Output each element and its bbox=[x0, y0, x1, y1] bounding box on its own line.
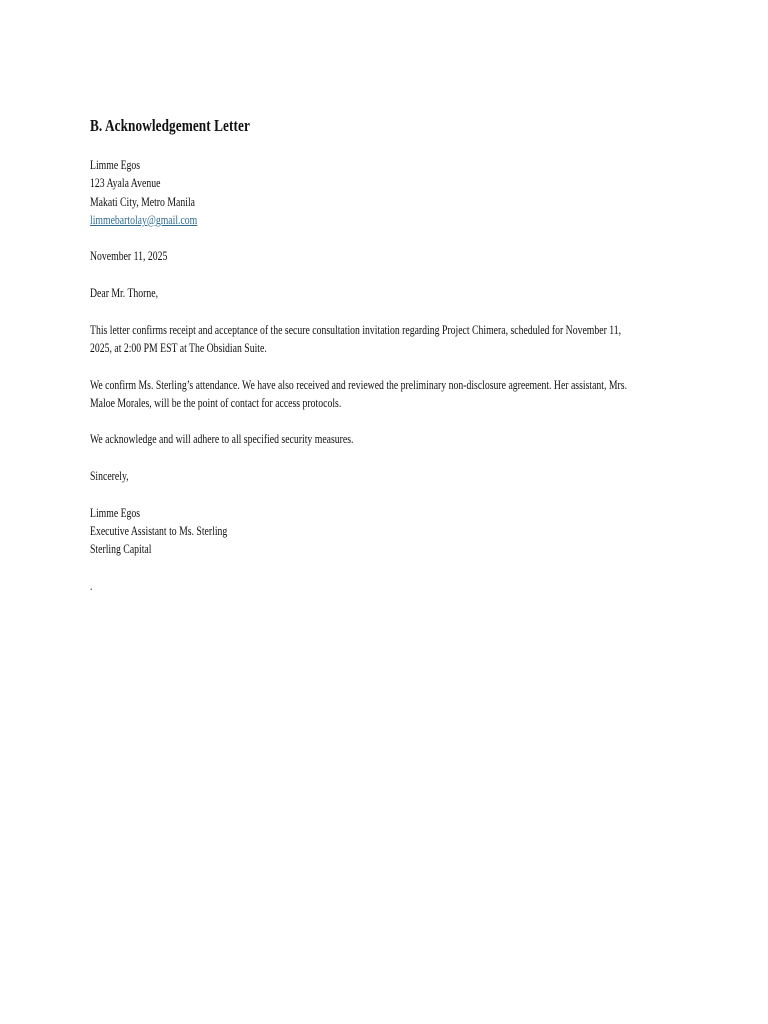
letter-date: November 11, 2025 bbox=[90, 249, 168, 264]
signature-name: Limme Egos bbox=[90, 505, 141, 520]
paragraph-confirmation bbox=[90, 321, 680, 358]
sender-city: Makati City, Metro Manila bbox=[90, 194, 195, 209]
closing: Sincerely, bbox=[90, 469, 129, 484]
trailing-mark: . bbox=[90, 578, 93, 593]
sender-name: Limme Egos bbox=[90, 158, 141, 172]
signature-block bbox=[90, 504, 680, 559]
salutation: Dear Mr. Thorne, bbox=[90, 286, 159, 301]
sender-address bbox=[90, 156, 680, 229]
signature-title: Executive Assistant to Ms. Sterling bbox=[90, 523, 228, 538]
spacer bbox=[90, 449, 680, 467]
paragraph-line: We confirm Ms. Sterling’s attendance. We have also received and reviewed the preliminary non-disclosure agreement. Her assistant, Mrs. bbox=[90, 377, 628, 392]
letter-heading: B. Acknowledgement Letter bbox=[90, 116, 250, 135]
paragraph-line: 2025, at 2:00 PM EST at The Obsidian Suite. bbox=[90, 340, 267, 355]
paragraph-security: We acknowledge and will adhere to all specified security measures. bbox=[90, 432, 354, 447]
spacer bbox=[90, 266, 680, 284]
sender-email-link[interactable]: limmebartolay@gmail.com bbox=[90, 212, 198, 227]
letter-body bbox=[90, 114, 680, 595]
sender-street: 123 Ayala Avenue bbox=[90, 176, 161, 191]
paragraph-attendance bbox=[90, 376, 680, 413]
spacer bbox=[90, 485, 680, 503]
paragraph-line: This letter confirms receipt and acceptance of the secure consultation invitation regarding Project Chimera, scheduled for November 11, bbox=[90, 322, 622, 337]
spacer bbox=[90, 357, 680, 375]
spacer bbox=[90, 229, 680, 247]
spacer bbox=[90, 559, 680, 577]
signature-company: Sterling Capital bbox=[90, 542, 152, 557]
spacer bbox=[90, 302, 680, 320]
paragraph-line: Maloe Morales, will be the point of contact for access protocols. bbox=[90, 395, 342, 410]
spacer bbox=[90, 412, 680, 430]
